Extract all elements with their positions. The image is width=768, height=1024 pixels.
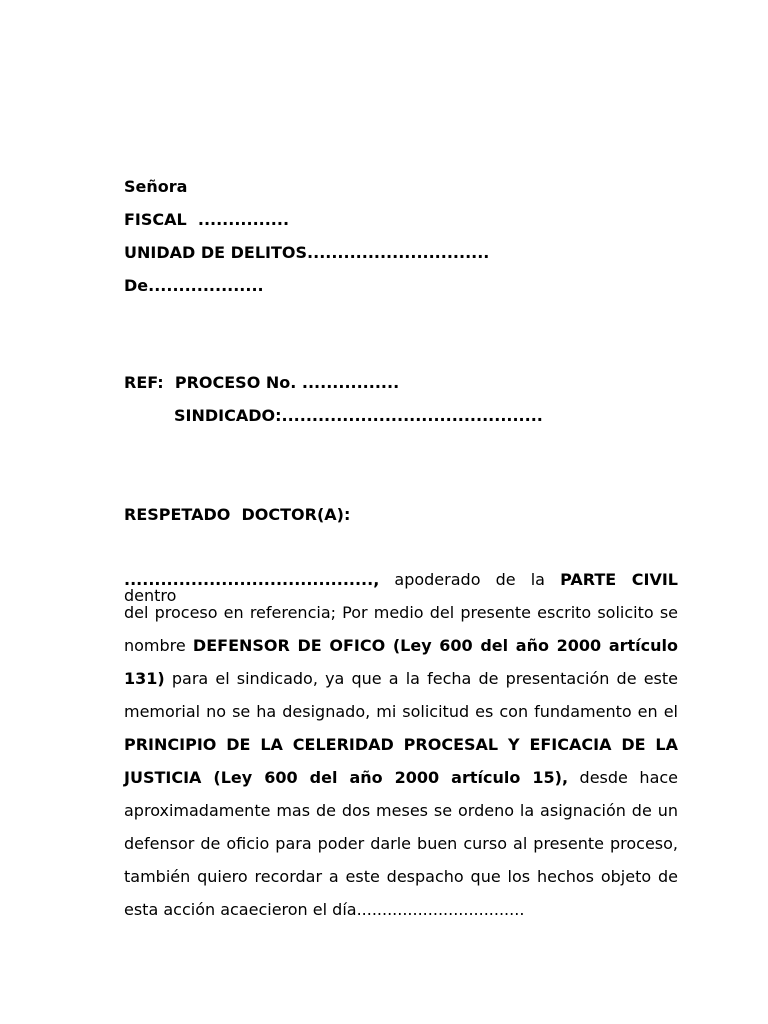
recipient-fiscal: FISCAL ............... [124,210,290,229]
body-line-3 [124,638,678,654]
body-line-5: memorial no se ha designado, mi solicitud es con fundamento en el [124,702,678,721]
body-line-7 [124,770,678,786]
body-l1-a: ........................................., [124,570,380,589]
reference-proceso: REF: PROCESO No. ................ [124,373,400,392]
recipient-unidad: UNIDAD DE DELITOS.............................. [124,243,490,262]
body-l1-b: apoderado de la [379,570,561,589]
body-line-11: esta acción acaecieron el día................................. [124,900,525,919]
body-l1-d: dentro [124,586,177,605]
recipient-de: De................... [124,276,264,295]
body-line-6: PRINCIPIO DE LA CELERIDAD PROCESAL Y EFICACIA DE LA [124,735,678,754]
body-line-10: también quiero recordar a este despacho que los hechos objeto de [124,867,678,886]
body-line-2: del proceso en referencia; Por medio del presente escrito solicito se [124,603,678,622]
body-l4-b: para el sindicado, ya que a la fecha de presentación de este [164,669,678,688]
body-l3-b: DEFENSOR DE OFICO (Ley 600 del año 2000 artículo [192,636,678,655]
body-line-9: defensor de oficio para poder darle buen curso al presente proceso, [124,834,678,853]
recipient-title: Señora [124,177,188,196]
body-l3-a: nombre [124,636,193,655]
body-l7-b: desde hace [568,768,679,787]
salutation: RESPETADO DOCTOR(A): [124,505,351,524]
reference-sindicado: SINDICADO:........................................... [174,406,543,425]
body-l4-a: 131) [124,669,165,688]
body-line-4 [124,671,678,687]
body-l1-c: PARTE CIVIL [560,570,678,589]
body-line-1 [124,572,678,604]
body-line-8: aproximadamente mas de dos meses se ordeno la asignación de un [124,801,678,820]
body-l7-a: JUSTICIA (Ley 600 del año 2000 artículo 15), [124,768,569,787]
